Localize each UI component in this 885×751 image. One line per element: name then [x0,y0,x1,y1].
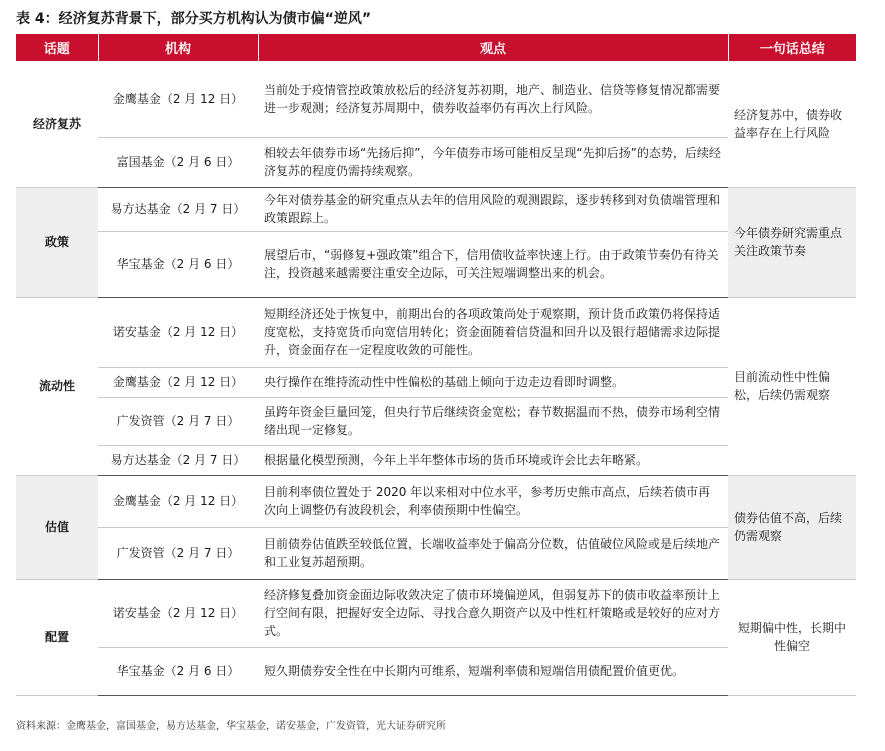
topic-cell: 经济复苏 [16,61,98,187]
view-cell: 虽跨年资金巨量回笼，但央行节后继续资金宽松；春节数据温而不热，债券市场利空情绪出现一定修复。 [258,397,728,445]
header-view: 观点 [258,34,728,61]
topic-cell: 估值 [16,475,98,579]
summary-cell: 经济复苏中，债券收益率存在上行风险 [728,61,856,187]
view-cell: 目前利率债位置处于 2020 年以来相对中位水平，参考历史熊市高点，后续若债市再次向上调整仍有波段机会，利率债预期中性偏空。 [258,475,728,527]
table-row [16,475,856,527]
group-allocation [16,579,856,695]
org-cell: 广发资管（2 月 7 日） [98,397,258,445]
org-cell: 易方达基金（2 月 7 日） [98,187,258,231]
topic-cell: 流动性 [16,297,98,475]
org-cell: 富国基金（2 月 6 日） [98,137,258,187]
group-valuation [16,475,856,579]
view-cell: 短久期债券安全性在中长期内可维系，短端利率债和短端信用债配置价值更优。 [258,647,728,695]
opinion-table [16,34,856,696]
topic-cell: 配置 [16,579,98,695]
view-cell: 经济修复叠加资金面边际收敛决定了债市环境偏逆风，但弱复苏下的债市收益率预计上行空间有限，把握好安全边际、寻找合意久期资产以及中性杠杆策略或是较好的应对方式。 [258,579,728,647]
org-cell: 广发资管（2 月 7 日） [98,527,258,579]
org-cell: 诺安基金（2 月 12 日） [98,297,258,367]
table-row [16,579,856,647]
org-cell: 易方达基金（2 月 7 日） [98,445,258,475]
view-cell: 目前债券估值跌至较低位置，长端收益率处于偏高分位数，估值破位风险或是后续地产和工业复苏超预期。 [258,527,728,579]
org-cell: 金鹰基金（2 月 12 日） [98,367,258,397]
source-note: 资料来源：金鹰基金，富国基金，易方达基金，华宝基金，诺安基金，广发资管，光大证券研究所 [16,721,446,732]
summary-cell: 目前流动性中性偏松，后续仍需观察 [728,297,856,475]
group-policy [16,187,856,297]
table-row [16,187,856,231]
summary-cell: 债券估值不高，后续仍需观察 [728,475,856,579]
topic-cell: 政策 [16,187,98,297]
summary-cell: 今年债券研究需重点关注政策节奏 [728,187,856,297]
view-cell: 展望后市，“弱修复+强政策”组合下，信用债收益率快速上行。由于政策节奏仍有待关注，投资越来越需要注重安全边际，可关注短端调整出来的机会。 [258,231,728,297]
view-cell: 央行操作在维持流动性中性偏松的基础上倾向于边走边看即时调整。 [258,367,728,397]
view-cell: 相较去年债券市场“先扬后抑”，今年债券市场可能相反呈现“先抑后扬”的态势，后续经济复苏的程度仍需持续观察。 [258,137,728,187]
view-cell: 短期经济还处于恢复中，前期出台的各项政策尚处于观察期，预计货币政策仍将保持适度宽松，支持宽货币向宽信用转化；资金面随着信贷温和回升以及银行超储需求边际提升，资金面存在一定程度收敛的可能性。 [258,297,728,367]
summary-cell: 短期偏中性，长期中性偏空 [728,579,856,695]
view-cell: 今年对债券基金的研究重点从去年的信用风险的观测跟踪，逐步转移到对负债端管理和政策跟踪上。 [258,187,728,231]
header-topic: 话题 [16,34,98,61]
table-row [16,61,856,137]
table-row [16,297,856,367]
group-liquidity [16,297,856,475]
org-cell: 诺安基金（2 月 12 日） [98,579,258,647]
header-org: 机构 [98,34,258,61]
org-cell: 华宝基金（2 月 6 日） [98,647,258,695]
table-header-row [16,34,856,61]
header-summary: 一句话总结 [728,34,856,61]
table-title: 表 4：经济复苏背景下，部分买方机构认为债市偏“逆风” [16,11,372,27]
org-cell: 金鹰基金（2 月 12 日） [98,475,258,527]
org-cell: 金鹰基金（2 月 12 日） [98,61,258,137]
org-cell: 华宝基金（2 月 6 日） [98,231,258,297]
view-cell: 当前处于疫情管控政策放松后的经济复苏初期，地产、制造业、信贷等修复情况都需要进一步观测；经济复苏周期中，债券收益率仍有再次上行风险。 [258,61,728,137]
view-cell: 根据量化模型预测，今年上半年整体市场的货币环境或许会比去年略紧。 [258,445,728,475]
group-economy [16,61,856,187]
